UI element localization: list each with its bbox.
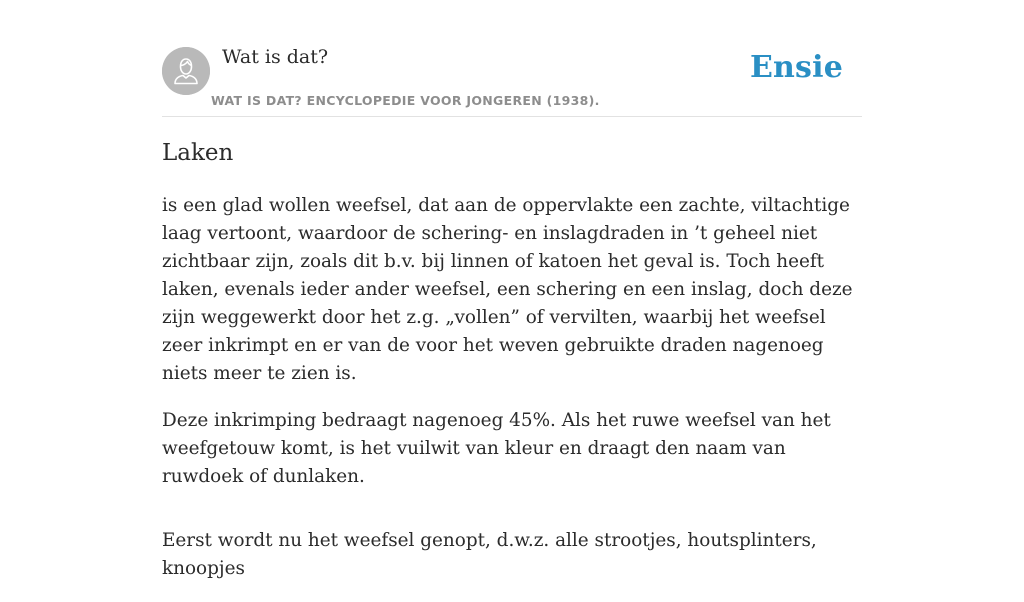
entry-paragraph: is een glad wollen weefsel, dat aan de oppervlakte een zachte, viltachtige laag vertoont, waardoor de schering- en inslagdraden in ’t geheel niet zichtbaar zijn, zoals dit b.v. bij linnen of katoen het geval is. Toch heeft laken, evenals ieder ander weefsel, een schering en een inslag, doch deze zijn weggewerkt door het z.g. „vollen” of vervilten, waarbij het weefsel zeer inkrimpt en er van de voor het weven gebruikte draden nagenoeg niets meer te zien is. (162, 195, 853, 384)
source-subtitle[interactable]: WAT IS DAT? ENCYCLOPEDIE VOOR JONGEREN (1938). (211, 93, 600, 108)
entry-body (162, 192, 862, 602)
source-header (162, 0, 862, 117)
user-avatar-icon[interactable] (162, 47, 210, 95)
source-title[interactable]: Wat is dat? (222, 46, 329, 68)
entry-paragraph: Deze inkrimping bedraagt nagenoeg 45%. Als het ruwe weefsel van het weefgetouw komt, is het vuilwit van kleur en draagt den naam van ruwdoek of dunlaken. (162, 410, 831, 487)
brand-logo[interactable]: Ensie (749, 50, 843, 85)
entry-paragraph: Eerst wordt nu het weefsel genopt, d.w.z. alle strootjes, houtsplinters, knoopjes (162, 530, 817, 579)
page-container (162, 0, 862, 579)
entry-title: Laken (162, 140, 234, 166)
